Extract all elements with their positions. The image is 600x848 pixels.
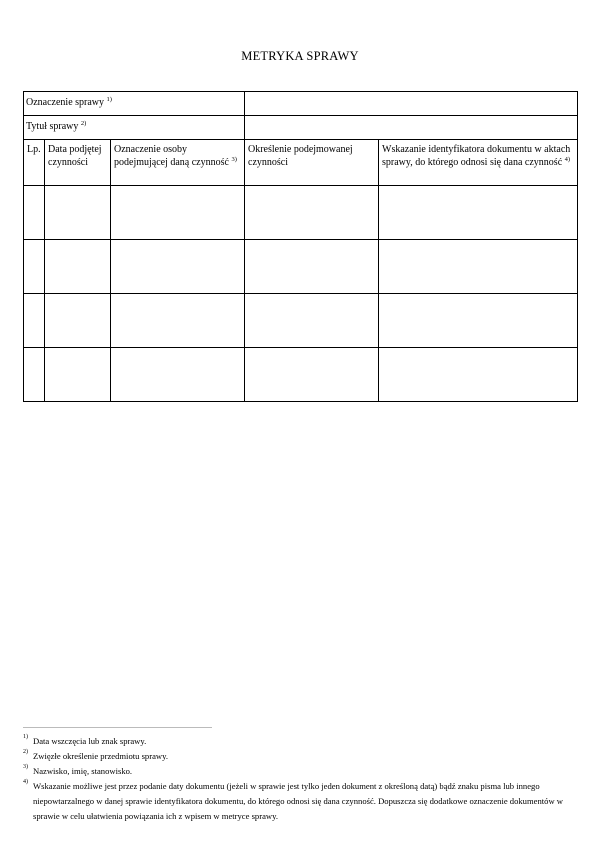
cell-person[interactable]	[111, 240, 245, 294]
cell-action[interactable]	[245, 294, 379, 348]
col-header-person: Oznaczenie osoby podejmującej daną czynność $^{3)}$	[111, 140, 245, 186]
footnote-4: 4) Wskazanie możliwe jest przez podanie daty dokumentu (jeżeli w sprawie jest tylko jeden dokument z określoną datą) bądź znaku pisma lub innego niepowtarzalnego w danej sprawie identyfikatora dokumentu, do którego odnosi się dana czynność. Dopuszcza się dodatkowe oznaczenie dokumentów w sprawie w celu ułatwienia powiązania ich z wpisem w metryce sprawy.	[23, 779, 564, 821]
footnotes	[23, 734, 583, 824]
col-header-action: Określenie podejmowanej czynności	[245, 140, 379, 186]
document-title: METRYKA SPRAWY	[241, 49, 359, 63]
cell-document[interactable]	[379, 294, 578, 348]
cell-document[interactable]	[379, 186, 578, 240]
col-header-document: Wskazanie identyfikatora dokumentu w aktach sprawy, do którego odnosi się dana czynność $^{4)}$	[379, 140, 578, 186]
cell-action[interactable]	[245, 240, 379, 294]
cell-person[interactable]	[111, 294, 245, 348]
footnote-1: 1) Data wszczęcia lub znak sprawy.	[23, 734, 147, 746]
case-metrics-table	[23, 91, 578, 402]
table-row	[24, 240, 578, 294]
cell-person[interactable]	[111, 348, 245, 402]
cell-action[interactable]	[245, 186, 379, 240]
case-title-field[interactable]	[245, 116, 578, 140]
cell-person[interactable]	[111, 186, 245, 240]
case-title-label: Tytuł sprawy $^{2)}$	[24, 116, 245, 140]
case-designation-field[interactable]	[245, 92, 578, 116]
cell-lp[interactable]	[24, 348, 45, 402]
cell-document[interactable]	[379, 348, 578, 402]
cell-date[interactable]	[45, 294, 111, 348]
cell-date[interactable]	[45, 186, 111, 240]
cell-date[interactable]	[45, 240, 111, 294]
table-row	[24, 186, 578, 240]
cell-document[interactable]	[379, 240, 578, 294]
cell-date[interactable]	[45, 348, 111, 402]
cell-lp[interactable]	[24, 294, 45, 348]
case-designation-label: Oznaczenie sprawy $^{1)}$	[24, 92, 245, 116]
footnote-3: 3) Nazwisko, imię, stanowisko.	[23, 764, 133, 776]
cell-action[interactable]	[245, 348, 379, 402]
table-row	[24, 294, 578, 348]
footnote-divider	[23, 727, 212, 728]
cell-lp[interactable]	[24, 186, 45, 240]
cell-lp[interactable]	[24, 240, 45, 294]
table-row	[24, 348, 578, 402]
col-header-date: Data podjętej czynności	[45, 140, 111, 186]
footnote-2: 2) Zwięzłe określenie przedmiotu sprawy.	[23, 749, 168, 761]
col-header-lp: Lp.	[24, 140, 45, 186]
